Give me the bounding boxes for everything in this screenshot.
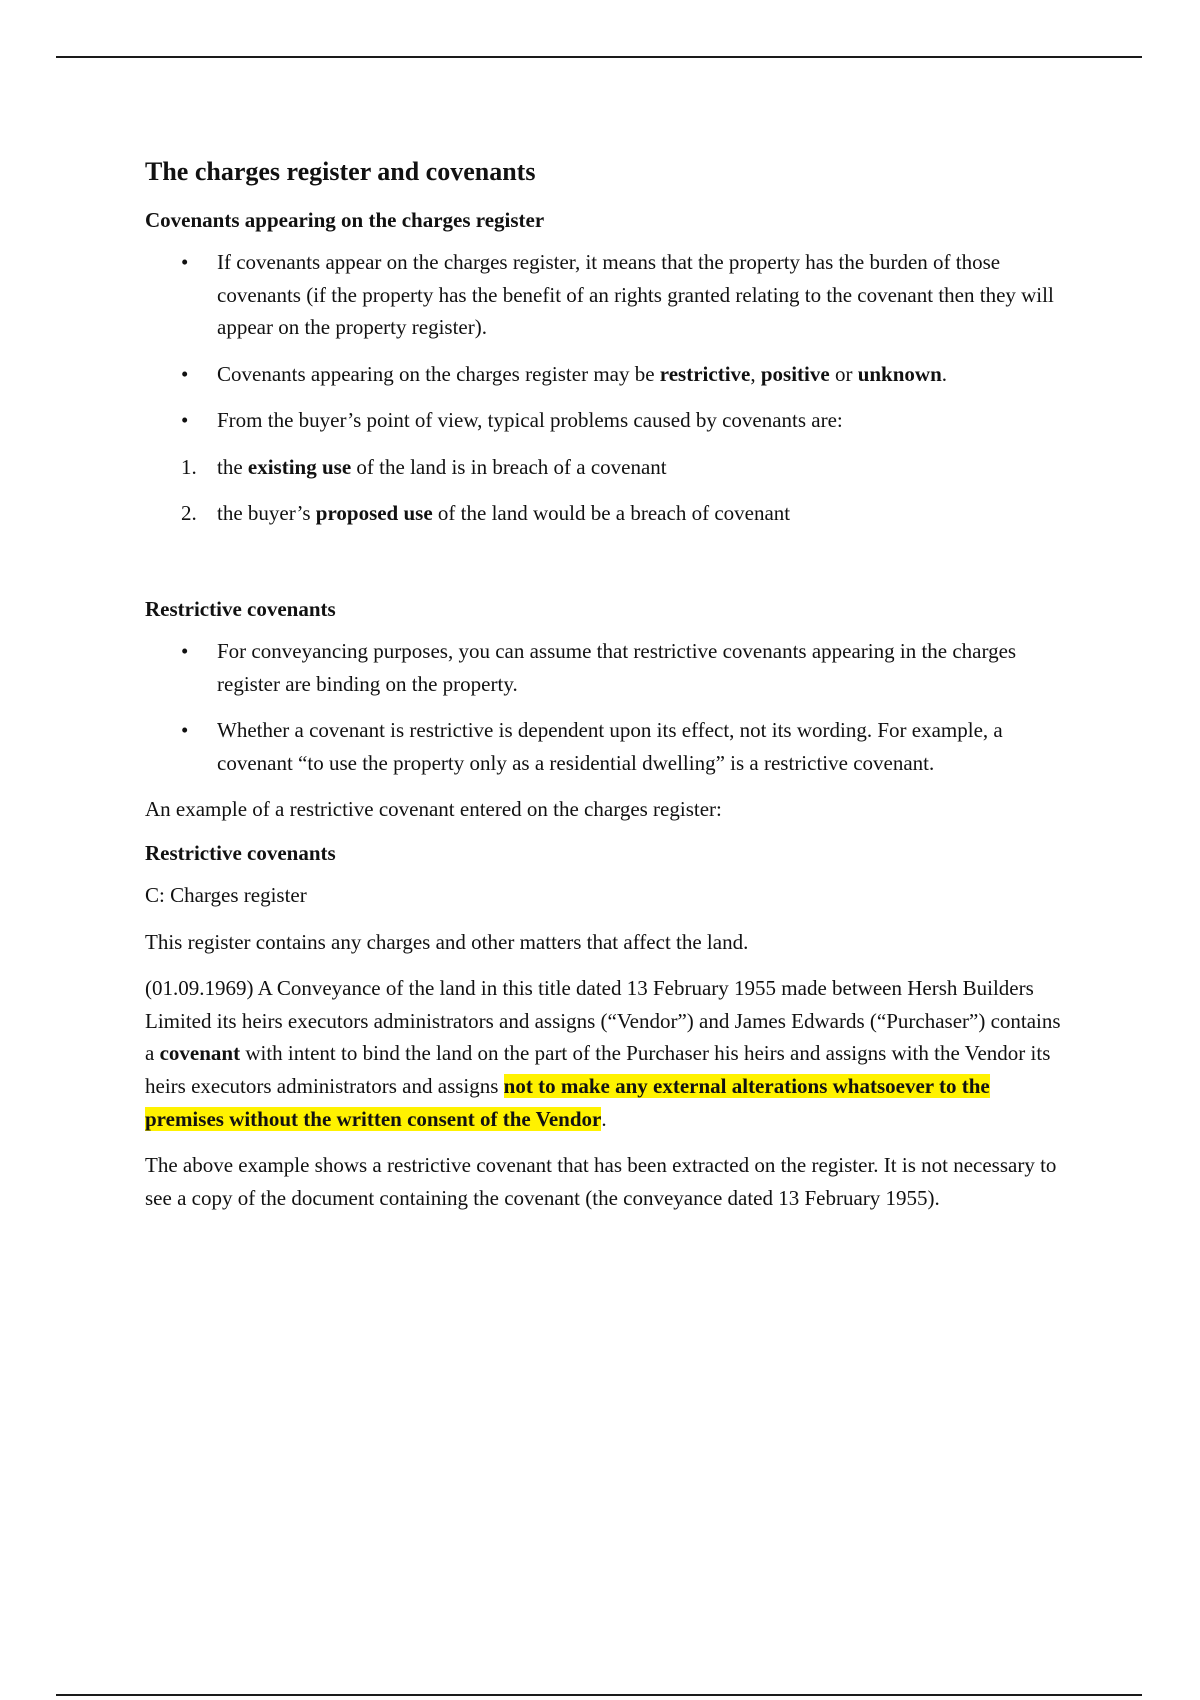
document-page [145, 155, 1065, 1228]
conclusion-paragraph: The above example shows a restrictive covenant that has been extracted on the register. It is not necessary to see a copy of the document containing the covenant (the conveyance dated 13 February 1955). [145, 1153, 1057, 1210]
list-item-text: If covenants appear on the charges register, it means that the property has the burden of those covenants (if the property has the benefit of an rights granted relating to the covenant then they will appear on the property register). [217, 250, 1054, 340]
list-item-text: the buyer’s proposed use of the land would be a breach of covenant [217, 501, 791, 526]
example-heading: Restrictive covenants [145, 840, 336, 865]
list-item-text: the existing use of the land is in breach of a covenant [217, 454, 667, 479]
list-item [145, 635, 1065, 700]
header-rule [56, 56, 1142, 58]
list-item [145, 358, 1065, 391]
list-item [145, 246, 1065, 344]
bullet-icon: • [181, 361, 189, 386]
spacer [145, 544, 1065, 596]
bullet-icon: • [181, 639, 189, 664]
register-description: This register contains any charges and other matters that affect the land. [145, 929, 749, 954]
numbered-item [145, 451, 1065, 484]
numbered-item [145, 497, 1065, 530]
list-number: 1. [181, 454, 197, 479]
bullet-icon: • [181, 718, 189, 743]
list-item-text: For conveyancing purposes, you can assume that restrictive covenants appearing in the charges register are binding on the property. [217, 639, 1017, 696]
term-positive: positive [760, 361, 830, 386]
register-entry: (01.09.1969) A Conveyance of the land in this title dated 13 February 1955 made between Hersh Builders Limited its heirs executors administrators and assigns (“Vendor”) and James Edwards (“Purchaser”) contains a covenant with intent to bind the land on the part of the Purchaser his heirs and assigns with the Vendor its heirs executors administrators and assigns not to make any external alterations whatsoever to the premises without the written consent of the Vendor. [145, 976, 1061, 1131]
example-intro: An example of a restrictive covenant entered on the charges register: [145, 797, 722, 822]
term-covenant: covenant [159, 1041, 241, 1066]
list-item-text: Whether a covenant is restrictive is dependent upon its effect, not its wording. For example, a covenant “to use the property only as a residential dwelling” is a restrictive covenant. [217, 718, 1003, 775]
section-heading-covenants-charges: Covenants appearing on the charges register [145, 207, 545, 232]
list-item [145, 404, 1065, 437]
term-unknown: unknown [857, 361, 942, 386]
highlighted-covenant: not to make any external alterations whatsoever to the premises without the written consent of the Vendor [145, 1073, 990, 1131]
footer-rule [56, 1694, 1142, 1696]
list-item-text: From the buyer’s point of view, typical problems caused by covenants are: [217, 408, 843, 433]
list-number: 2. [181, 501, 197, 526]
bullet-icon: • [181, 408, 189, 433]
list-item-text: Covenants appearing on the charges register may be restrictive, positive or unknown. [217, 361, 948, 386]
term-restrictive: restrictive [659, 361, 751, 386]
list-item [145, 714, 1065, 779]
section-heading-restrictive: Restrictive covenants [145, 596, 336, 621]
register-label: C: Charges register [145, 883, 307, 908]
bullet-icon: • [181, 250, 189, 275]
page-title: The charges register and covenants [145, 157, 536, 186]
